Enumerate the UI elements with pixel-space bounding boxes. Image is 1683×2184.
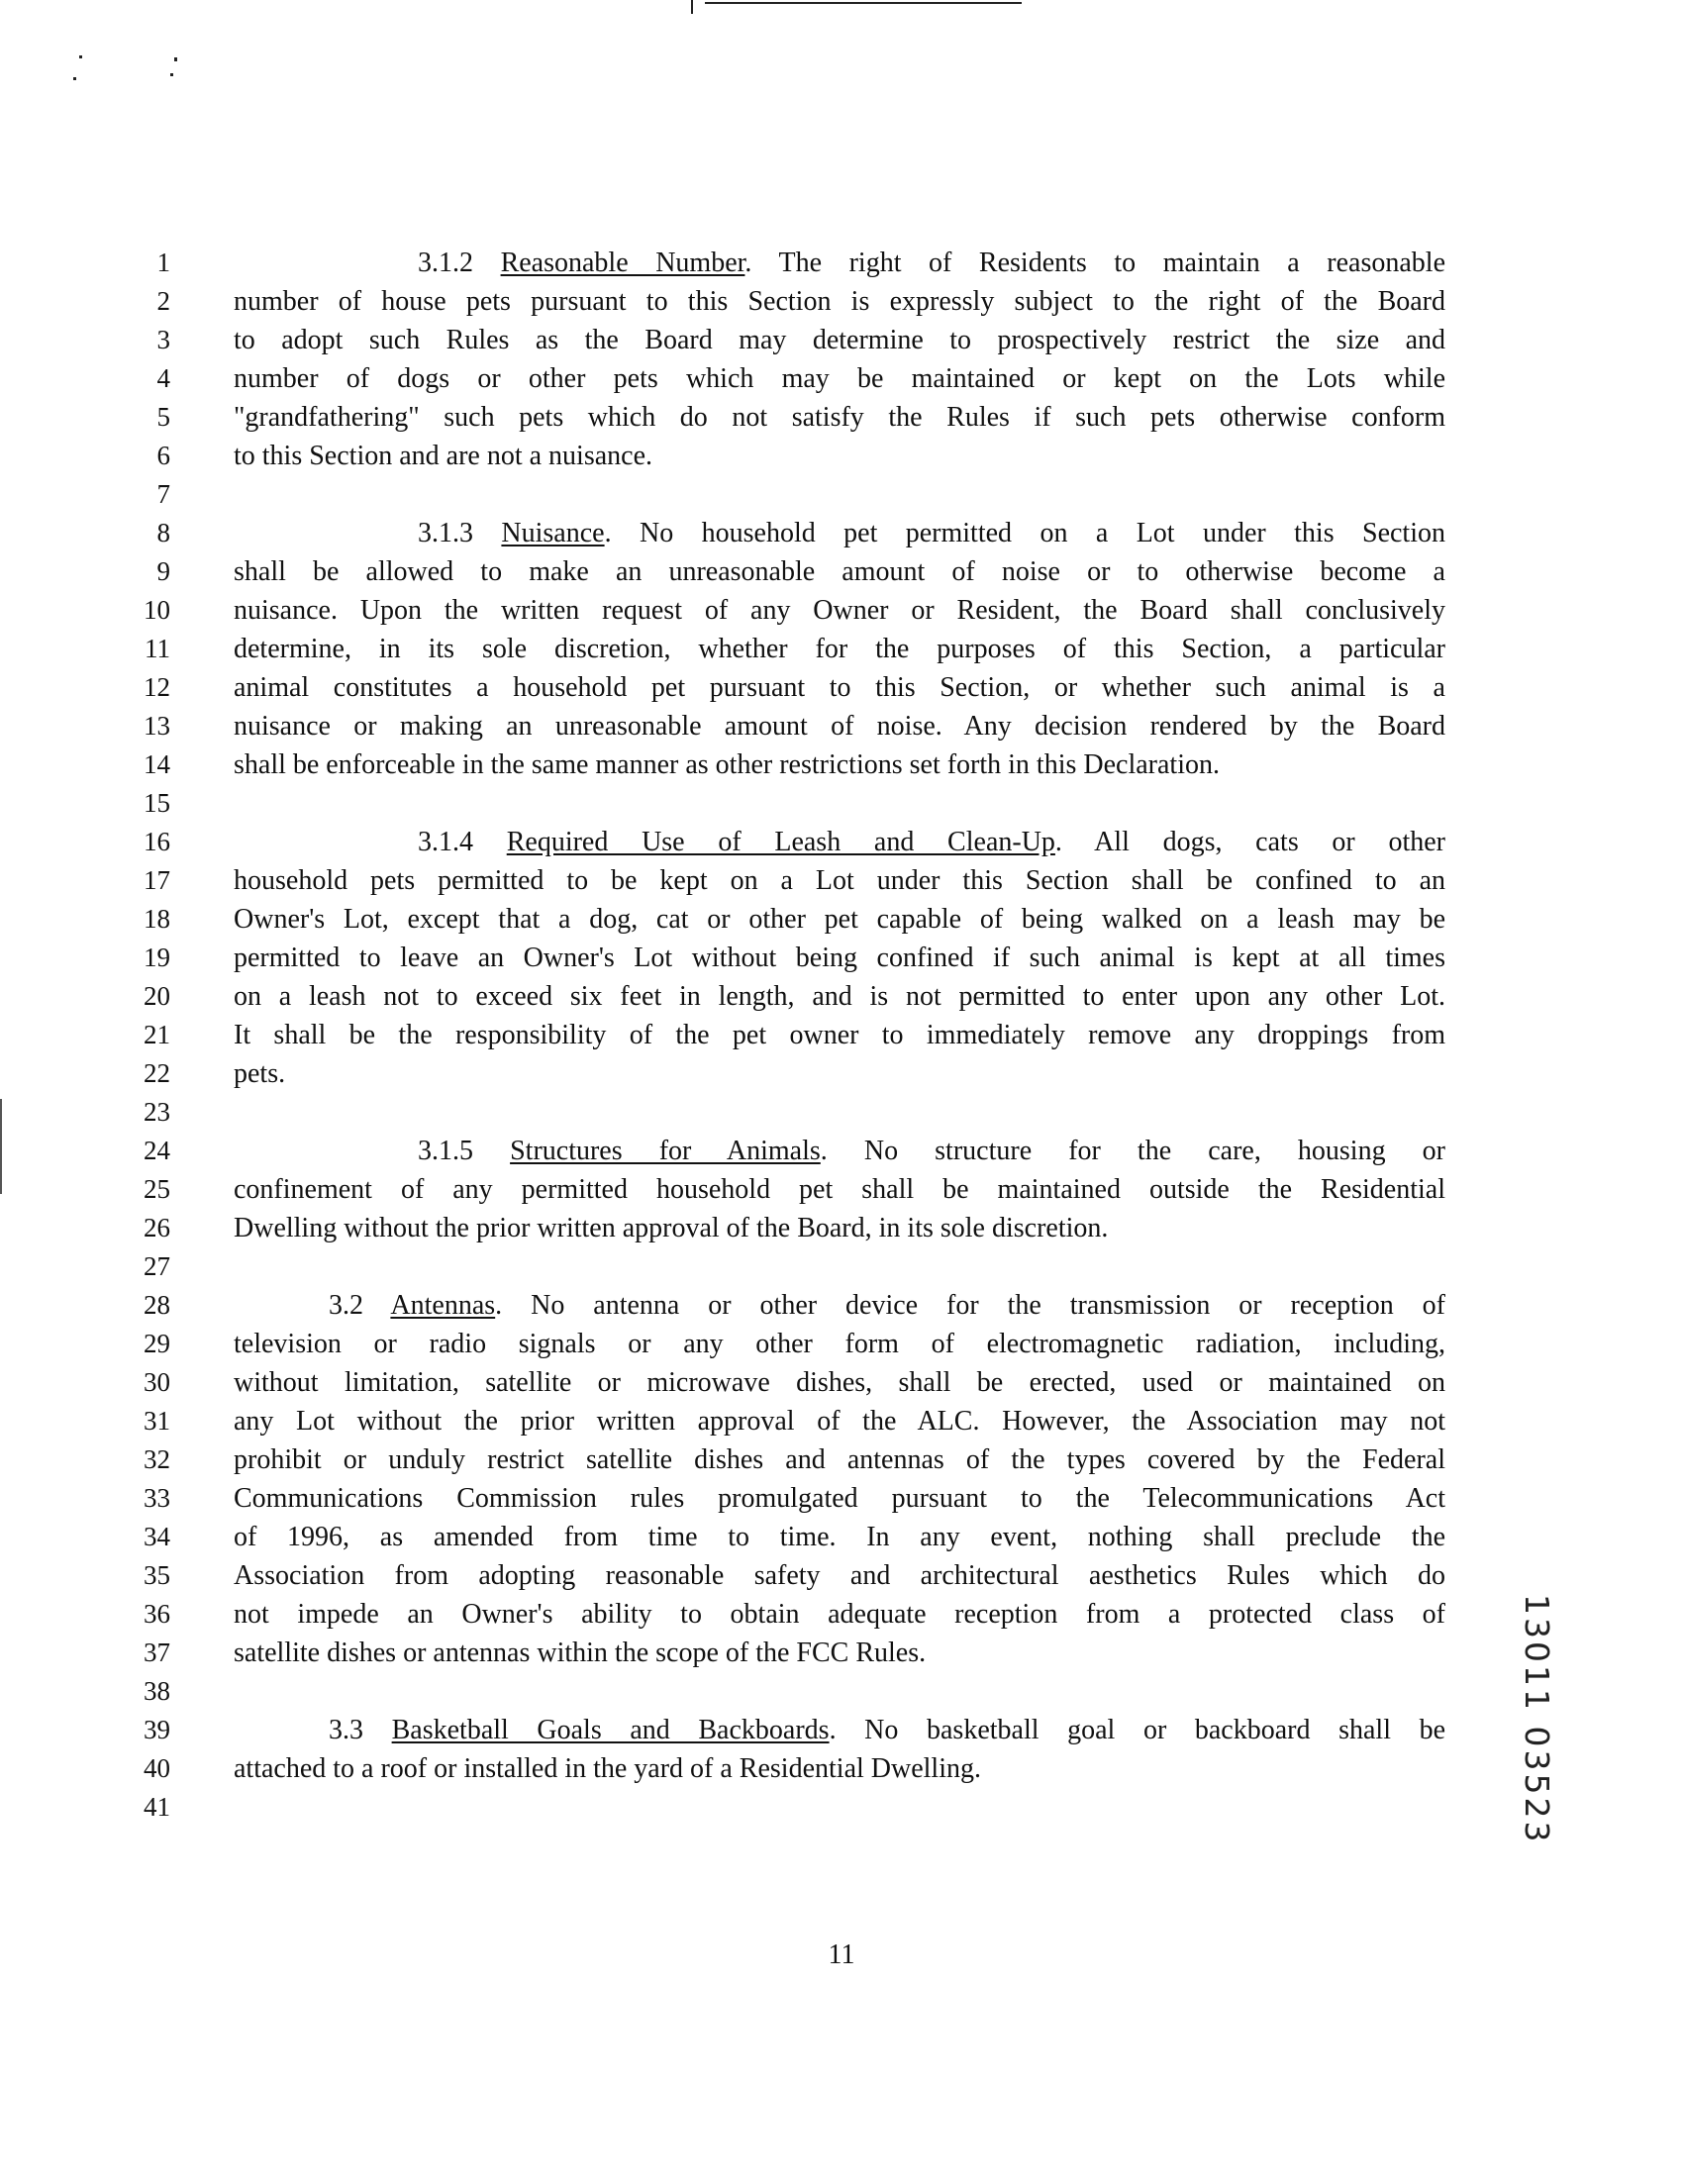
line-number: 26 — [144, 1213, 170, 1242]
line-number: 22 — [144, 1058, 170, 1088]
line-number: 39 — [144, 1715, 170, 1744]
text-line — [329, 1711, 1445, 1749]
line-number: 19 — [144, 943, 170, 972]
text-span: . The right of Residents to maintain a reasonable — [744, 248, 1445, 278]
line-number: 5 — [156, 402, 170, 432]
text-line — [418, 514, 1445, 552]
text-span: 3.1.3 — [418, 518, 502, 548]
scan-mark-dot — [73, 77, 76, 80]
text-line — [234, 398, 1445, 437]
text-span: pets. — [234, 1058, 286, 1089]
text-line — [418, 823, 1445, 861]
line-number: 8 — [156, 518, 170, 547]
section-heading: Structures for Animals — [510, 1136, 821, 1166]
scan-mark-top-tick — [691, 0, 693, 14]
line-number: 20 — [144, 981, 170, 1011]
text-line — [234, 1054, 1445, 1093]
line-number: 6 — [156, 441, 170, 470]
text-line — [234, 900, 1445, 939]
line-number: 7 — [156, 479, 170, 509]
text-span: animal constitutes a household pet pursuant to this Section, or whether such animal is a — [234, 672, 1445, 703]
text-span: any Lot without the prior written approval of the ALC. However, the Association may not — [234, 1406, 1445, 1437]
document-id-stamp — [1517, 1594, 1556, 1845]
text-span: without limitation, satellite or microwave dishes, shall be erected, used or maintained on — [234, 1367, 1445, 1398]
section-heading: Reasonable Number — [500, 248, 745, 278]
page-number: 11 — [828, 1939, 855, 1970]
text-line — [234, 1749, 1445, 1788]
text-line — [234, 977, 1445, 1016]
line-number: 13 — [144, 711, 170, 741]
text-line — [418, 1132, 1445, 1170]
line-number: 21 — [144, 1020, 170, 1049]
text-line — [234, 1325, 1445, 1363]
scan-mark-dot — [79, 55, 82, 58]
scan-mark-dot — [170, 73, 173, 76]
line-number: 12 — [144, 672, 170, 702]
line-number: 1 — [156, 248, 170, 277]
text-span: household pets permitted to be kept on a Lot under this Section shall be confined to an — [234, 865, 1445, 896]
text-span: . No basketball goal or backboard shall be — [829, 1715, 1446, 1745]
text-span: satellite dishes or antennas within the scope of the FCC Rules. — [234, 1638, 927, 1668]
line-number: 29 — [144, 1329, 170, 1358]
text-span: . No structure for the care, housing or — [820, 1136, 1445, 1166]
text-line — [234, 1363, 1445, 1402]
text-line — [234, 1016, 1445, 1054]
line-number: 16 — [144, 827, 170, 856]
text-span: permitted to leave an Owner's Lot without being confined if such animal is kept at all times — [234, 943, 1445, 973]
text-line — [329, 1286, 1445, 1325]
text-span: . No household pet permitted on a Lot under this Section — [604, 518, 1445, 548]
text-span: to this Section and are not a nuisance. — [234, 441, 652, 471]
line-number: 31 — [144, 1406, 170, 1436]
text-span: 3.1.2 — [418, 248, 501, 278]
text-span: not impede an Owner's ability to obtain adequate reception from a protected class of — [234, 1599, 1445, 1630]
text-span: confinement of any permitted household pet shall be maintained outside the Residential — [234, 1174, 1445, 1205]
line-number: 4 — [156, 363, 170, 393]
section-heading: Nuisance — [501, 518, 605, 548]
text-line — [234, 630, 1445, 668]
document-id-text: 13011 03523 — [1518, 1594, 1556, 1845]
text-span: television or radio signals or any other form of electromagnetic radiation, including, — [234, 1329, 1445, 1359]
text-line — [418, 244, 1445, 282]
text-line — [234, 1479, 1445, 1518]
text-span: Owner's Lot, except that a dog, cat or other pet capable of being walked on a leash may be — [234, 904, 1445, 935]
line-number: 34 — [144, 1522, 170, 1551]
text-span: of 1996, as amended from time to time. In any event, nothing shall preclude the — [234, 1522, 1445, 1552]
line-number: 37 — [144, 1638, 170, 1667]
line-number: 40 — [144, 1753, 170, 1783]
line-number: 41 — [144, 1792, 170, 1822]
line-number: 23 — [144, 1097, 170, 1127]
text-span: Dwelling without the prior written approval of the Board, in its sole discretion. — [234, 1213, 1109, 1243]
text-span: shall be allowed to make an unreasonable amount of noise or to otherwise become a — [234, 556, 1445, 587]
line-number: 17 — [144, 865, 170, 895]
text-span: 3.1.4 — [418, 827, 507, 857]
scan-mark-dot — [174, 57, 177, 61]
text-line — [234, 552, 1445, 591]
scan-mark-top-line — [705, 2, 1022, 4]
line-number: 33 — [144, 1483, 170, 1513]
text-line — [234, 1595, 1445, 1634]
text-line — [234, 359, 1445, 398]
text-span: "grandfathering" such pets which do not satisfy the Rules if such pets otherwise conform — [234, 402, 1445, 433]
text-span: nuisance or making an unreasonable amount of noise. Any decision rendered by the Board — [234, 711, 1445, 742]
line-number: 15 — [144, 788, 170, 818]
text-span: It shall be the responsibility of the pet owner to immediately remove any droppings from — [234, 1020, 1445, 1050]
text-line — [234, 321, 1445, 359]
text-line — [234, 1402, 1445, 1440]
text-span: shall be enforceable in the same manner as other restrictions set forth in this Declaration. — [234, 749, 1220, 780]
scan-mark-left-edge — [0, 1099, 2, 1194]
line-number: 10 — [144, 595, 170, 625]
text-span: Association from adopting reasonable safety and architectural aesthetics Rules which do — [234, 1560, 1445, 1591]
text-span: nuisance. Upon the written request of any Owner or Resident, the Board shall conclusively — [234, 595, 1445, 626]
text-span: prohibit or unduly restrict satellite dishes and antennas of the types covered by the Federal — [234, 1444, 1445, 1475]
text-span: 3.1.5 — [418, 1136, 511, 1166]
line-number: 35 — [144, 1560, 170, 1590]
line-number: 30 — [144, 1367, 170, 1397]
text-span: . All dogs, cats or other — [1054, 827, 1445, 857]
text-line — [234, 1518, 1445, 1556]
section-heading: Antennas — [390, 1290, 496, 1321]
text-line — [234, 1634, 1445, 1672]
line-number: 25 — [144, 1174, 170, 1204]
text-span: . No antenna or other device for the transmission or reception of — [495, 1290, 1445, 1321]
text-line — [234, 1209, 1445, 1247]
line-number: 27 — [144, 1251, 170, 1281]
line-number: 11 — [145, 634, 170, 663]
line-number: 24 — [144, 1136, 170, 1165]
text-line — [234, 939, 1445, 977]
line-number: 2 — [156, 286, 170, 316]
line-number: 9 — [156, 556, 170, 586]
line-number: 14 — [144, 749, 170, 779]
text-line — [234, 745, 1445, 784]
text-line — [234, 668, 1445, 707]
text-line — [234, 1170, 1445, 1209]
section-heading: Required Use of Leash and Clean-Up — [506, 827, 1055, 857]
text-span: determine, in its sole discretion, whether for the purposes of this Section, a particular — [234, 634, 1445, 664]
line-number: 36 — [144, 1599, 170, 1629]
text-span: Communications Commission rules promulgated pursuant to the Telecommunications Act — [234, 1483, 1445, 1514]
text-line — [234, 1556, 1445, 1595]
line-number: 38 — [144, 1676, 170, 1706]
line-number: 3 — [156, 325, 170, 354]
text-span: to adopt such Rules as the Board may determine to prospectively restrict the size and — [234, 325, 1445, 355]
section-heading: Basketball Goals and Backboards — [391, 1715, 830, 1745]
text-span: 3.3 — [329, 1715, 392, 1745]
line-number: 18 — [144, 904, 170, 934]
text-span: number of house pets pursuant to this Section is expressly subject to the right of the Board — [234, 286, 1445, 317]
text-span: on a leash not to exceed six feet in length, and is not permitted to enter upon any other Lot. — [234, 981, 1445, 1012]
text-span: 3.2 — [329, 1290, 391, 1321]
line-number: 28 — [144, 1290, 170, 1320]
text-line — [234, 437, 1445, 475]
text-line — [234, 591, 1445, 630]
line-number: 32 — [144, 1444, 170, 1474]
text-line — [234, 861, 1445, 900]
text-span: number of dogs or other pets which may be maintained or kept on the Lots while — [234, 363, 1445, 394]
text-line — [234, 707, 1445, 745]
text-line — [234, 1440, 1445, 1479]
text-line — [234, 282, 1445, 321]
text-span: attached to a roof or installed in the yard of a Residential Dwelling. — [234, 1753, 981, 1784]
